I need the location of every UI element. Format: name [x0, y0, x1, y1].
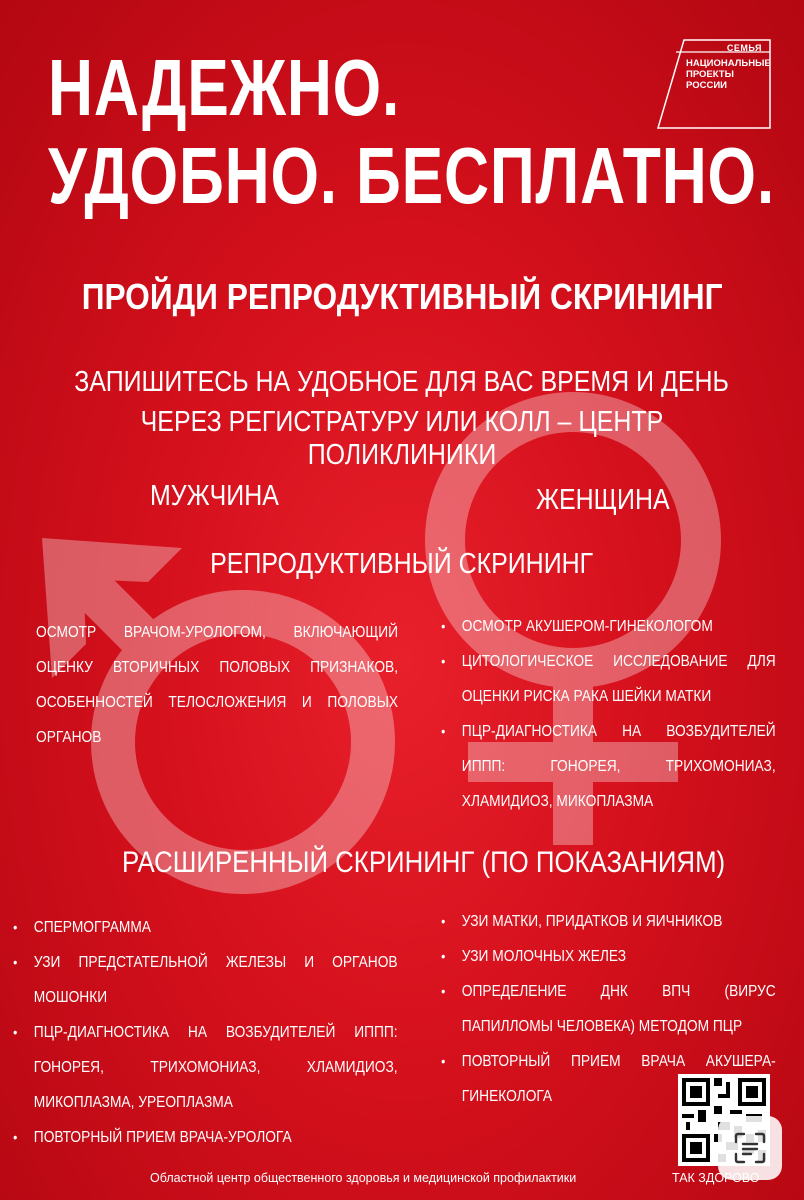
list-item: • УЗИ ПРЕДСТАТЕЛЬНОЙ ЖЕЛЕЗЫ И ОРГАНОВ МОШОНКИ — [8, 945, 398, 1015]
logo-family: СЕМЬЯ — [726, 43, 762, 53]
list-item: • СПЕРМОГРАММА — [8, 910, 398, 945]
men-basic-list — [36, 615, 398, 755]
list-item: • ПЦР-ДИАГНОСТИКА НА ВОЗБУДИТЕЛЕЙ ИППП: ГОНОРЕЯ, ТРИХОМОНИАЗ, ХЛАМИДИОЗ, МИКОПЛАЗМА, УРЕОПЛАЗМА — [8, 1015, 398, 1120]
men-extended-list — [8, 910, 398, 1155]
women-basic-list — [436, 609, 776, 819]
qr-caption: ТАК ЗДОРОВО — [672, 1171, 760, 1185]
footer-organization: Областной центр общественного здоровья и медицинской профилактики — [150, 1171, 577, 1185]
appointment-line-1: ЗАПИШИТЕСЬ НА УДОБНОЕ ДЛЯ ВАС ВРЕМЯ И ДЕНЬ — [74, 366, 730, 398]
label-screening: РЕПРОДУКТИВНЫЙ СКРИНИНГ — [210, 548, 594, 580]
men-basic-text: ОСМОТР ВРАЧОМ-УРОЛОГОМ, ВКЛЮЧАЮЩИЙ ОЦЕНКУ ВТОРИЧНЫХ ПОЛОВЫХ ПРИЗНАКОВ, ОСОБЕННОСТЕЙ ТЕЛОСЛОЖЕНИЯ И ПОЛОВЫХ ОРГАНОВ — [36, 624, 399, 746]
list-item: • ПЦР-ДИАГНОСТИКА НА ВОЗБУДИТЕЛЕЙ ИППП: ГОНОРЕЯ, ТРИХОМОНИАЗ, ХЛАМИДИОЗ, МИКОПЛАЗМА — [436, 714, 776, 819]
headline-line-1: НАДЕЖНО. — [48, 43, 401, 132]
scan-text-icon — [733, 1131, 767, 1165]
list-item: • УЗИ МАТКИ, ПРИДАТКОВ И ЯИЧНИКОВ — [436, 904, 776, 939]
list-item: • ЦИТОЛОГИЧЕСКОЕ ИССЛЕДОВАНИЕ ДЛЯ ОЦЕНКИ РИСКА РАКА ШЕЙКИ МАТКИ — [436, 644, 776, 714]
logo-text: НАЦИОНАЛЬНЫЕ ПРОЕКТЫ РОССИИ — [686, 58, 771, 91]
list-item: • ПОВТОРНЫЙ ПРИЕМ ВРАЧА АКУШЕРА-ГИНЕКОЛОГА — [436, 1044, 776, 1114]
list-item: • ОПРЕДЕЛЕНИЕ ДНК ВПЧ (ВИРУС ПАПИЛЛОМЫ ЧЕЛОВЕКА) МЕТОДОМ ПЦР — [436, 974, 776, 1044]
label-extended: РАСШИРЕННЫЙ СКРИНИНГ (ПО ПОКАЗАНИЯМ) — [122, 846, 726, 879]
subtitle: ПРОЙДИ РЕПРОДУКТИВНЫЙ СКРИНИНГ — [81, 276, 723, 317]
list-item: • УЗИ МОЛОЧНЫХ ЖЕЛЕЗ — [436, 939, 776, 974]
list-item: • ПОВТОРНЫЙ ПРИЕМ ВРАЧА-УРОЛОГА — [8, 1120, 398, 1155]
label-woman: ЖЕНЩИНА — [536, 484, 670, 516]
label-man: МУЖЧИНА — [150, 480, 279, 512]
national-projects-logo — [656, 38, 772, 130]
list-item: • ОСМОТР АКУШЕРОМ-ГИНЕКОЛОГОМ — [436, 609, 776, 644]
appointment-line-2: ЧЕРЕЗ РЕГИСТРАТУРУ ИЛИ КОЛЛ – ЦЕНТР ПОЛИКЛИНИКИ — [140, 406, 664, 471]
headline-line-2: УДОБНО. БЕСПЛАТНО. — [48, 131, 775, 220]
